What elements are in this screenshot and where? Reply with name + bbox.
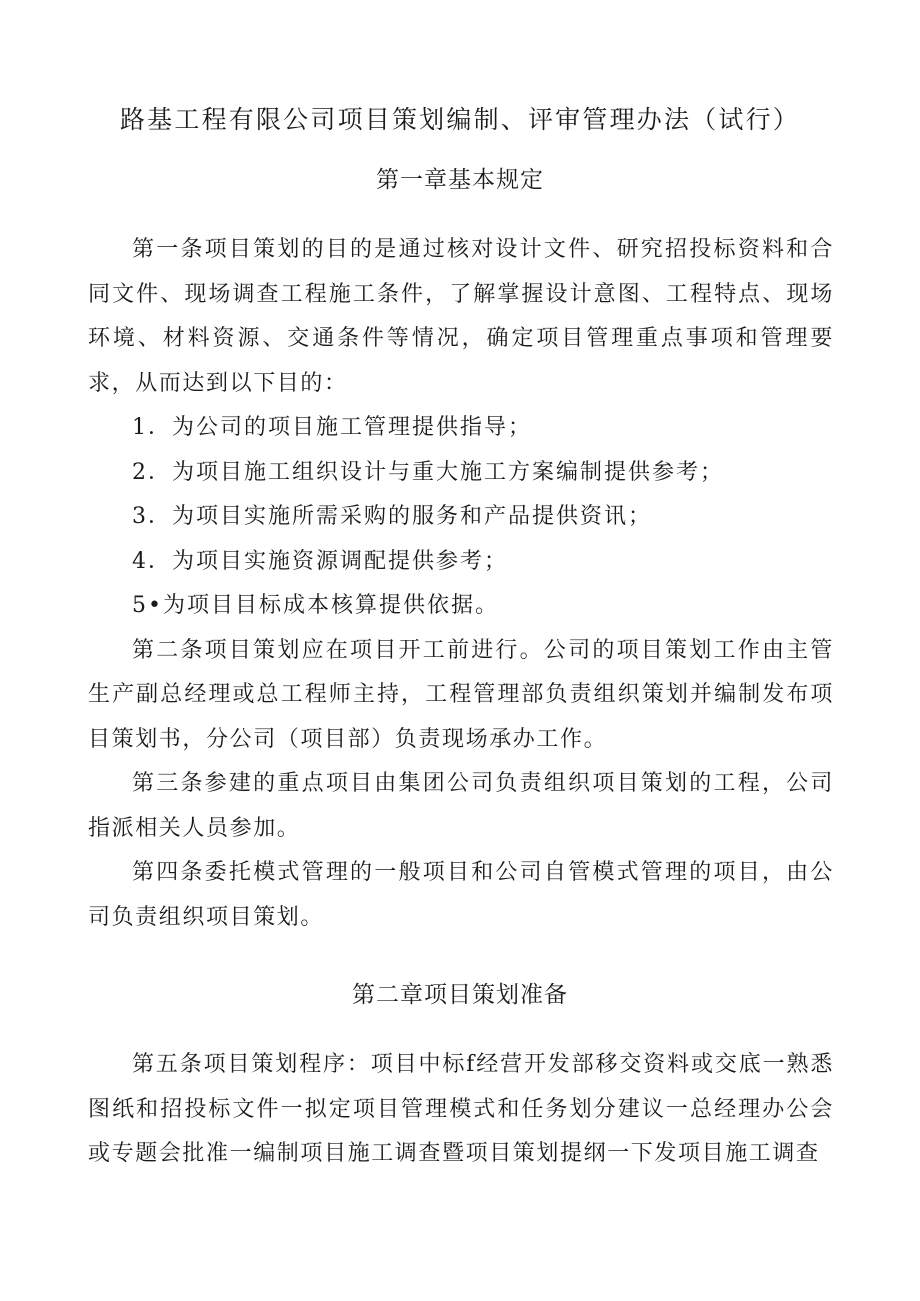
list-item: 2．为项目施工组织设计与重大施工方案编制提供参考； <box>132 459 724 485</box>
article-1: 第一条项目策划的目的是通过核对设计文件、研究招投标资料和合同文件、现场调查工程施工条件，了解掌握设计意图、工程特点、现场环境、材料资源、交通条件等情况，确定项目管理重点事项和管理要求，从而达到以下目的： <box>88 237 834 396</box>
article-5: 第五条项目策划程序：项目中标f经营开发部移交资料或交底一熟悉图纸和招投标文件一拟定项目管理模式和任务划分建议一总经理办公会或专题会批准一编制项目施工调查暨项目策划提纲一下发项目施工调查 <box>88 1052 834 1166</box>
chapter-2-heading: 第二章项目策划准备 <box>352 982 568 1008</box>
chapter-1-body <box>88 228 834 940</box>
article-4: 第四条委托模式管理的一般项目和公司自管模式管理的项目，由公司负责组织项目策划。 <box>88 860 834 930</box>
chapter-2-body <box>88 1043 834 1177</box>
article-3: 第三条参建的重点项目由集团公司负责组织项目策划的工程，公司指派相关人员参加。 <box>88 771 834 841</box>
list-item: 1．为公司的项目施工管理提供指导； <box>132 415 532 440</box>
list-item: 3．为项目实施所需采购的服务和产品提供资讯； <box>132 504 652 529</box>
list-item: 4．为项目实施资源调配提供参考； <box>132 548 508 574</box>
article-2: 第二条项目策划应在项目开工前进行。公司的项目策划工作由主管生产副总经理或总工程师主持，工程管理部负责组织策划并编制发布项目策划书，分公司（项目部）负责现场承办工作。 <box>88 637 834 752</box>
document-title: 路基工程有限公司项目策划编制、评审管理办法（试行） <box>119 105 800 134</box>
chapter-1-heading: 第一章基本规定 <box>376 167 544 193</box>
list-item: 5•为项目目标成本核算提供依据。 <box>132 593 499 618</box>
